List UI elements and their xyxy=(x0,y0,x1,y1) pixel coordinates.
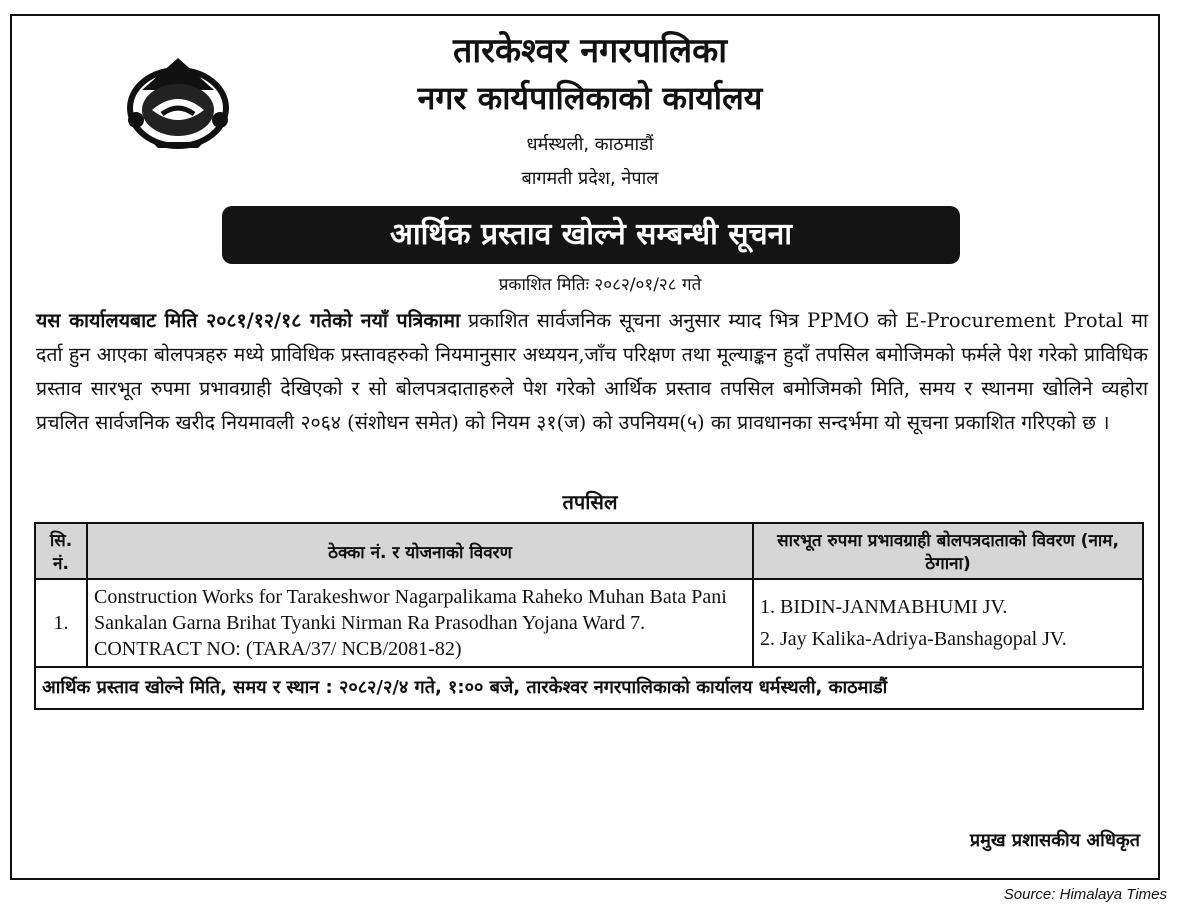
notice-body xyxy=(36,304,1148,440)
row-serial: 1. xyxy=(35,579,87,667)
address-line-2: बागमती प्रदेश, नेपाल xyxy=(521,168,659,189)
schedule-heading: तपसिल xyxy=(562,490,618,514)
row-contract-description: Construction Works for Tarakeshwor Nagarpalikama Raheko Muhan Bata Pani Sankalan Garna Brihat Tyanki Nirman Ra Prasodhan Yojana Ward 7. CONTRACT NO: (TARA/37/ NCB/2081-82) xyxy=(87,579,753,667)
signatory: प्रमुख प्रशासकीय अधिकृत xyxy=(969,830,1140,851)
address-line-1: धर्मस्थली, काठमाडौं xyxy=(526,134,654,155)
published-date: प्रकाशित मितिः २०८२/०१/२८ गते xyxy=(498,275,702,295)
office-name: नगर कार्यपालिकाको कार्यालय xyxy=(417,79,763,117)
source-credit: Source: Himalaya Times xyxy=(1003,886,1167,903)
row-bidders xyxy=(753,579,1143,667)
notice-body-lead: यस कार्यालयबाट मिति २०८१/१२/१८ गतेको नयाँ पत्रिकामा xyxy=(36,309,461,332)
notice-heading: आर्थिक प्रस्ताव खोल्ने सम्बन्धी सूचना xyxy=(222,206,960,264)
header-serial: सि. नं. xyxy=(35,523,87,579)
table-row xyxy=(35,579,1143,667)
municipality-name: तारकेश्वर नगरपालिका xyxy=(452,31,728,71)
notice-body-text: प्रकाशित सार्वजनिक सूचना अनुसार म्याद भित्र PPMO को E-Procurement Protal मा दर्ता हुन आएका बोलपत्रहरु मध्ये प्राविधिक प्रस्तावहरुको नियमानुसार अध्ययन,जाँच परिक्षण तथा मूल्याङ्कन हुदाँ तपसिल बमोजिमको फर्मले पेश गरेको प्राविधिक प्रस्ताव सारभूत रुपमा प्रभावग्राही देखिएको र सो बोलपत्रदाताहरुले पेश गरेको आर्थिक प्रस्ताव तपसिल बमोजिमको मिति, समय र स्थानमा खोलिने व्यहोरा प्रचलित सार्वजनिक खरीद नियमावली २०६४ (संशोधन समेत) को नियम ३१(ज) को उपनियम(५) का प्रावधानका सन्दर्भमा यो सूचना प्रकाशित गरिएको छ । xyxy=(36,309,1148,434)
opening-info-row xyxy=(35,667,1143,709)
schedule-table xyxy=(34,522,1144,710)
nepal-government-emblem-icon xyxy=(122,50,234,150)
opening-info: आर्थिक प्रस्ताव खोल्ने मिति, समय र स्थान : २०८२/२/४ गते, १:०० बजे, तारकेश्वर नगरपालिकाको कार्यालय धर्मस्थली, काठमाडौं xyxy=(35,667,1143,709)
table-header-row xyxy=(35,523,1143,579)
header-contract: ठेक्का नं. र योजनाको विवरण xyxy=(87,523,753,579)
header-bidders: सारभूत रुपमा प्रभावग्राही बोलपत्रदाताको विवरण (नाम, ठेगाना) xyxy=(753,523,1143,579)
bidder-item: 1. BIDIN-JANMABHUMI JV. xyxy=(760,596,1008,618)
bidder-item: 2. Jay Kalika-Adriya-Banshagopal JV. xyxy=(760,628,1067,650)
